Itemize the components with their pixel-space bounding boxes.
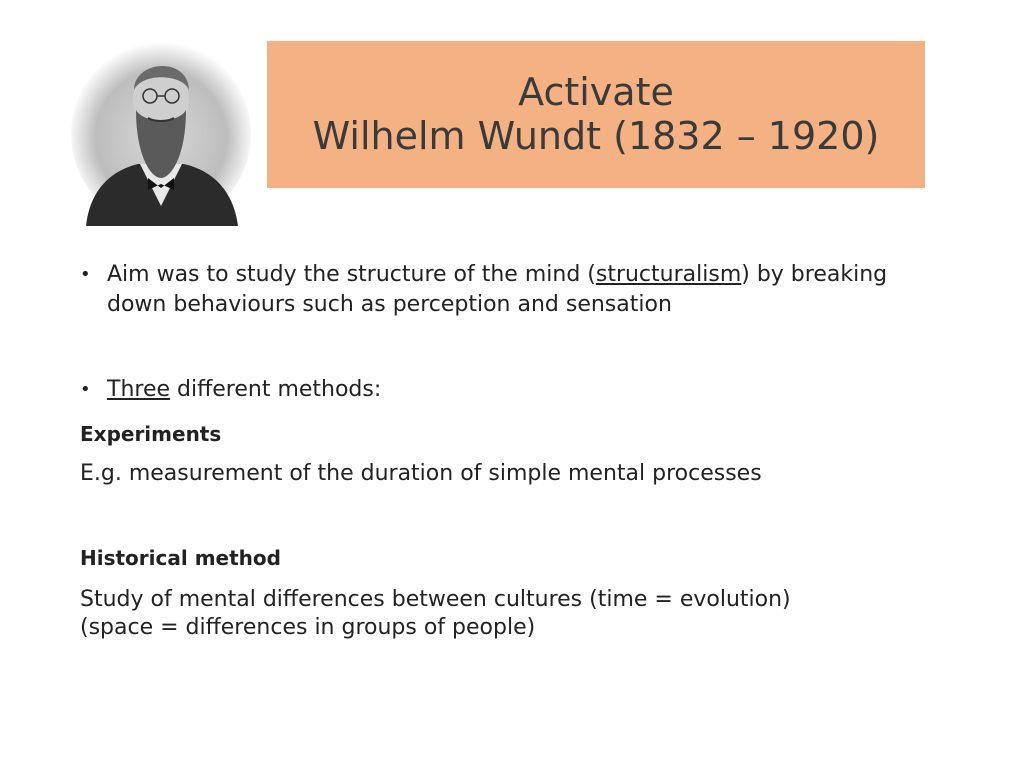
experiments-description: E.g. measurement of the duration of simple mental processes	[80, 461, 762, 486]
bullet-aim-text	[107, 260, 907, 320]
bullet-methods-text-end: different methods:	[170, 377, 382, 402]
experiments-heading: Experiments	[80, 422, 222, 446]
bullet-dot: •	[80, 379, 91, 400]
bullet-aim	[80, 260, 907, 320]
bullet-dot: •	[80, 264, 91, 285]
bullet-methods-text	[107, 375, 907, 405]
bullet-aim-text-end: ) by breaking down behaviours such as perception and sensation	[107, 262, 888, 317]
historical-method-line2: (space = differences in groups of people)	[80, 615, 536, 640]
bullet-aim-text-start: Aim was to study the structure of the mind (	[107, 262, 596, 287]
slide-title-line2: Wilhelm Wundt (1832 – 1920)	[312, 113, 880, 158]
wundt-portrait-image	[68, 38, 254, 226]
historical-method-heading: Historical method	[80, 546, 281, 570]
slide-title-line1: Activate	[518, 69, 674, 114]
three-term: Three	[107, 377, 171, 402]
structuralism-term: structuralism	[595, 262, 742, 287]
historical-method-line1: Study of mental differences between cultures (time = evolution)	[80, 587, 791, 612]
slide-title-box	[267, 41, 925, 188]
bullet-methods	[80, 375, 907, 405]
